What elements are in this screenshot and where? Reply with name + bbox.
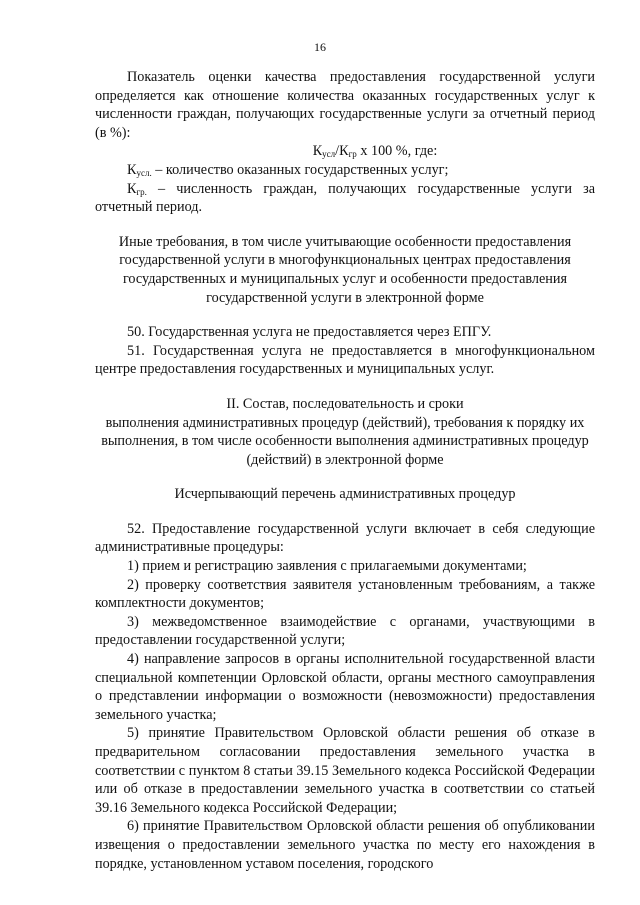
list-item: 1) прием и регистрацию заявления с прилагаемыми документами;	[127, 558, 527, 575]
chapter-heading-line1: II. Состав, последовательность и сроки	[226, 395, 464, 412]
document-body	[95, 68, 595, 873]
def-sub: гр.	[136, 186, 147, 197]
section-heading-other-requirements: Иные требования, в том числе учитывающие особенности предоставления государственной услуги в многофункциональных центрах предоставления государственных и муниципальных услуг и особенности предоставления государственной услуги в электронной форме	[118, 233, 572, 306]
formula-k: К	[312, 143, 323, 160]
def-text: – численность граждан, получающих государственные услуги за отчетный период.	[95, 180, 595, 216]
list-item: 2) проверку соответствия заявителя установленным требованиям, а также комплектности документов;	[95, 576, 595, 612]
formula-divider: /К	[335, 143, 349, 160]
def-k: К	[127, 180, 137, 197]
def-k: К	[127, 161, 137, 178]
section-heading-procedures: Исчерпывающий перечень административных процедур	[174, 486, 516, 503]
list-item: 6) принятие Правительством Орловской области решения об опубликовании извещения о предоставлении земельного участка по месту его нахождения в порядке, установленном уставом поселения, городского	[95, 818, 595, 872]
quality-indicator-paragraph: Показатель оценки качества предоставления государственной услуги определяется как отношение количества оказанных государственных услуг к численности граждан, получающих государственные услуги за отчетный период (в %):	[95, 69, 595, 141]
list-item: 5) принятие Правительством Орловской области решения об отказе в предварительном согласовании предоставления земельного участка в соответствии с пунктом 8 статьи 39.15 Земельного кодекса Российской Федерации или об отказе в предоставлении земельного участка в соответствии со статьей 39.16 Земельного кодекса Российской Федерации;	[95, 725, 595, 816]
list-item: 4) направление запросов в органы исполнительной государственной власти специальной компетенции Орловской области, органы местного самоуправления о представлении информации о возможности (невозможности) предоставления земельного участка;	[95, 651, 595, 723]
formula-tail: х 100 %, где:	[356, 143, 438, 160]
paragraph-51: 51. Государственная услуга не предоставляется в многофункциональном центре предоставления государственных и муниципальных услуг.	[95, 342, 595, 378]
formula-sub-gr: гр	[348, 149, 357, 160]
definition-gr	[95, 180, 595, 217]
def-text: – количество оказанных государственных услуг;	[151, 161, 449, 178]
def-sub: усл.	[136, 167, 152, 178]
paragraph-52: 52. Предоставление государственной услуги включает в себя следующие административные процедуры:	[95, 520, 595, 556]
definition-usl	[95, 161, 595, 180]
page-number: 16	[314, 40, 326, 54]
paragraph-50: 50. Государственная услуга не предоставляется через ЕПГУ.	[127, 324, 492, 341]
formula-sub-usl: усл	[322, 149, 336, 160]
list-item: 3) межведомственное взаимодействие с органами, участвующими в предоставлении государственной услуги;	[95, 613, 595, 649]
formula	[155, 142, 595, 161]
chapter-heading-rest: выполнения административных процедур (действий), требования к порядку их выполнения, в том числе особенности выполнения административных процедур (действий) в электронной форме	[101, 414, 589, 468]
